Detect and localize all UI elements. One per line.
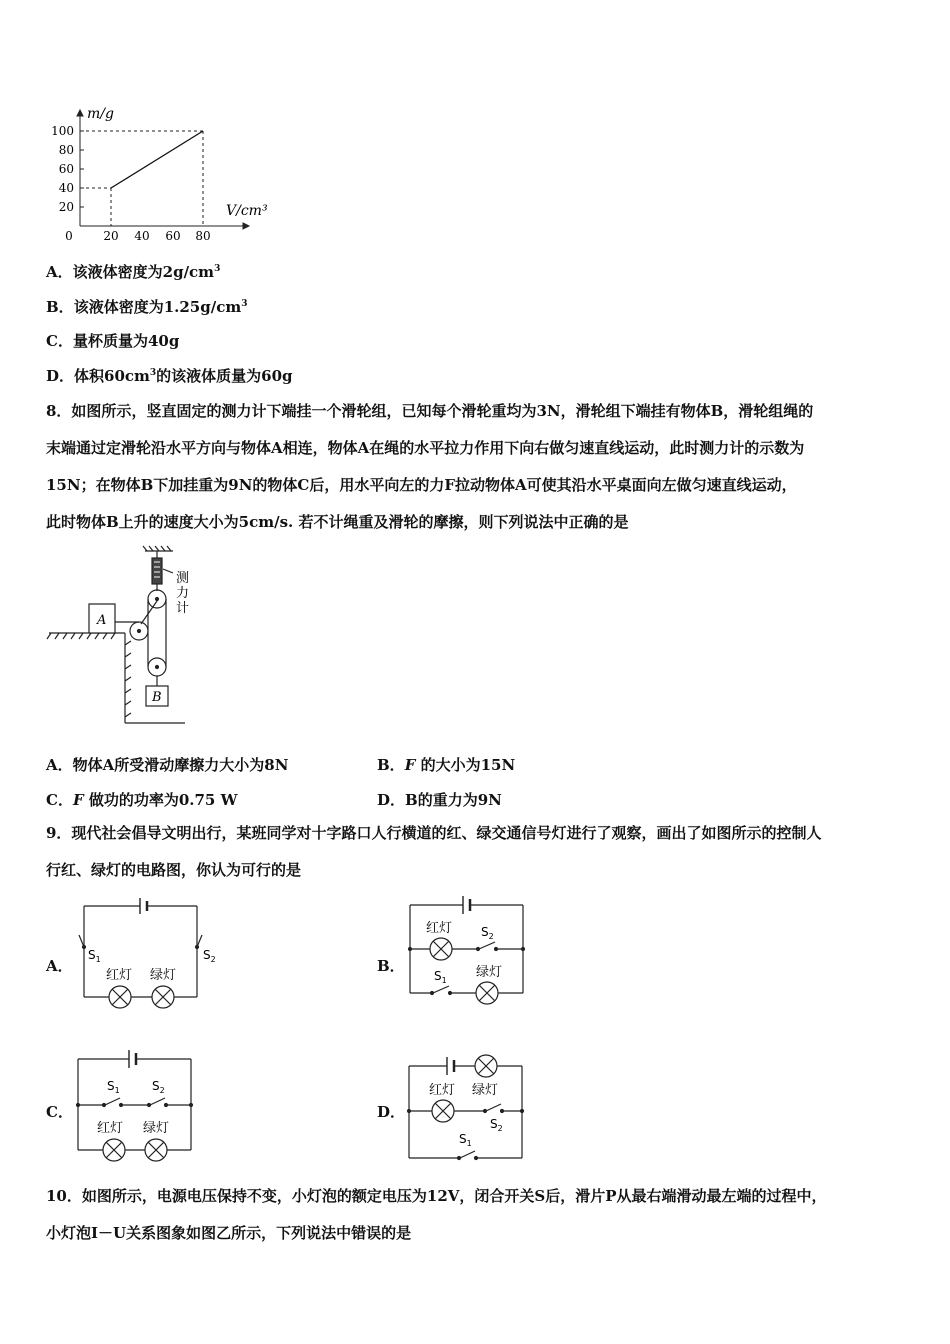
q7-option-c: C．量杯质量为40g (46, 332, 180, 350)
q7-option-d: D．体积$60cm^3$的该液体质量为60g (46, 367, 293, 385)
label-green-light: 绿灯 (472, 1083, 499, 1098)
x-tick-0: 0 (65, 229, 73, 243)
pulley-figure (45, 545, 205, 730)
x-tick-20: 20 (103, 229, 119, 243)
label-s2: $S_2$ (152, 1079, 165, 1095)
q7-option-b: B．该液体密度为$1.25g/cm^3$ (46, 298, 248, 316)
mass-volume-graph (40, 100, 280, 245)
q9-option-b-label: B． (377, 957, 405, 975)
label-red-light: 红灯 (429, 1083, 456, 1098)
label-green-light: 绿灯 (143, 1121, 170, 1136)
q8-option-b: B．F 的大小为15N (377, 756, 516, 774)
y-tick-20: 20 (58, 200, 74, 214)
block-b-label: B (152, 690, 162, 705)
y-tick-40: 40 (58, 181, 74, 195)
y-axis-label: m/g (87, 106, 114, 122)
circuit-d (402, 1048, 532, 1166)
block-a-label: A (97, 613, 107, 628)
label-s1: $S_1$ (107, 1079, 120, 1095)
label-s1: $S_1$ (88, 948, 101, 964)
label-s2: $S_2$ (481, 925, 494, 941)
switch-s1 (460, 1151, 475, 1158)
meter-label-2: 力 (176, 586, 190, 601)
circuit-c (72, 1045, 197, 1165)
label-s1: $S_1$ (434, 969, 447, 985)
meter-label-1: 测 (176, 571, 190, 586)
circuit-b (405, 890, 530, 1008)
label-s2: $S_2$ (203, 948, 216, 964)
switch-s2 (150, 1098, 165, 1105)
x-tick-60: 60 (165, 229, 181, 243)
q10-line-2: 小灯泡I－U关系图象如图乙所示，下列说法中错误的是 (46, 1224, 412, 1242)
circuit-a (75, 895, 225, 1010)
q9-line-1: 9．现代社会倡导文明出行，某班同学对十字路口人行横道的红、绿交通信号灯进行了观察，画出了如图所示的控制人 (46, 824, 822, 842)
switch-s2 (486, 1104, 501, 1111)
q8-option-c: C．F 做功的功率为0.75 W (46, 791, 238, 809)
q9-option-c-label: C． (46, 1103, 73, 1121)
switch-s1 (433, 986, 449, 993)
q9-option-a-label: A． (46, 957, 73, 975)
y-tick-100: 100 (51, 124, 74, 138)
q10-line-1: 10．如图所示，电源电压保持不变，小灯泡的额定电压为12V，闭合开关S后，滑片P从最右端滑动最左端的过程中， (46, 1187, 827, 1205)
switch-s1 (105, 1098, 120, 1105)
label-green-light: 绿灯 (150, 968, 177, 983)
y-tick-60: 60 (58, 162, 74, 176)
label-red-light: 红灯 (97, 1121, 124, 1136)
q8-line-2: 末端通过定滑轮沿水平方向与物体A相连，物体A在绳的水平拉力作用下向右做匀速直线运动，此时测力计的示数为 (46, 439, 805, 457)
label-s1: $S_1$ (459, 1132, 472, 1148)
label-s2: $S_2$ (490, 1117, 503, 1133)
x-axis-label: V/cm³ (226, 203, 268, 219)
q8-line-1: 8．如图所示，竖直固定的测力计下端挂一个滑轮组，已知每个滑轮重均为3N，滑轮组下端挂有物体B，滑轮组绳的 (46, 402, 814, 420)
switch-s2 (479, 942, 495, 949)
x-axis-arrow (243, 223, 249, 229)
q8-option-d: D．B的重力为9N (377, 791, 502, 809)
q8-line-4: 此时物体B上升的速度大小为5cm/s. 若不计绳重及滑轮的摩擦，则下列说法中正确的是 (46, 513, 629, 531)
y-axis-arrow (77, 110, 83, 116)
meter-label-3: 计 (176, 601, 190, 616)
q9-option-d-label: D． (377, 1103, 406, 1121)
q8-option-a: A．物体A所受滑动摩擦力大小为8N (46, 756, 289, 774)
x-tick-80: 80 (195, 229, 211, 243)
label-red-light: 红灯 (426, 921, 453, 936)
label-red-light: 红灯 (106, 968, 133, 983)
q8-line-3: 15N；在物体B下加挂重为9N的物体C后，用水平向左的力F拉动物体A可使其沿水平桌面向左做匀速直线运动， (46, 476, 797, 494)
x-tick-40: 40 (134, 229, 150, 243)
data-line (111, 131, 203, 188)
y-tick-80: 80 (58, 143, 74, 157)
q9-line-2: 行红、绿灯的电路图，你认为可行的是 (46, 861, 302, 879)
q7-option-a: A．该液体密度为$2g/cm^3$ (46, 263, 221, 281)
label-green-light: 绿灯 (476, 965, 503, 980)
